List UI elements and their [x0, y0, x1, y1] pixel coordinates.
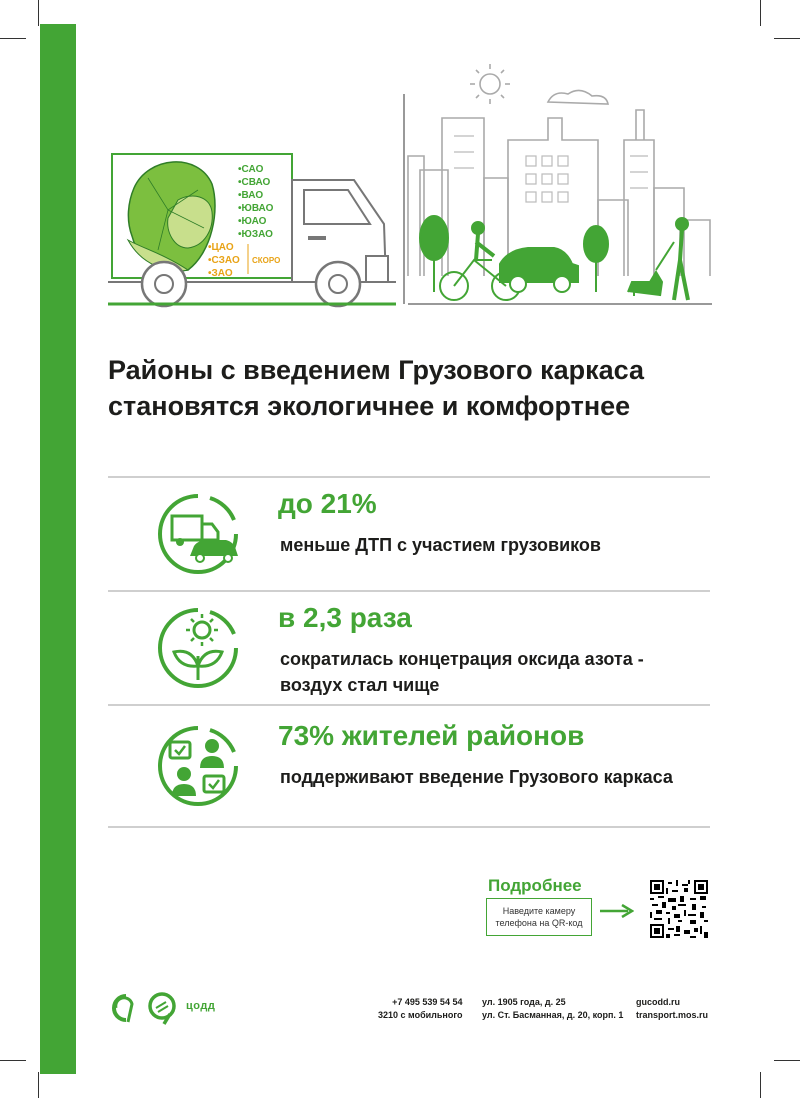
district-label: •ЮЗАО: [238, 229, 273, 240]
page-headline: [108, 352, 708, 424]
stat-value: 73% жителей районов: [278, 720, 585, 751]
stat-residents: [108, 718, 710, 830]
sites-block: [636, 996, 708, 1022]
qr-hint-text: Наведите камеру телефона на QR-код: [495, 906, 583, 928]
mobile-number: 3210 с мобильного: [378, 1010, 463, 1020]
trees-people-car: [420, 216, 688, 300]
stat-value: в 2,3 раза: [278, 602, 412, 633]
qr-code[interactable]: [650, 880, 708, 938]
district-label: •ЮАО: [238, 216, 267, 227]
stat-air-quality: [108, 600, 710, 712]
district-label: •ВАО: [238, 190, 264, 201]
divider: [108, 590, 710, 592]
logo-text: цодд: [186, 1000, 216, 1012]
soon-label: СКОРО: [252, 256, 281, 265]
crop-mark: [0, 1060, 26, 1061]
hero-illustration: [108, 60, 712, 308]
stat-value: до 21%: [278, 488, 377, 519]
site-link-2[interactable]: transport.mos.ru: [636, 1010, 709, 1020]
stat-accidents: [108, 486, 710, 598]
qr-hint-box: [486, 898, 592, 936]
stat-description: меньше ДТП с участием грузовиков: [280, 535, 601, 555]
crop-mark: [760, 0, 761, 26]
district-label-soon: •ЦАО: [208, 242, 234, 253]
arrow-right-icon: [600, 904, 634, 918]
city-illustration: [408, 64, 710, 276]
crop-mark: [760, 1072, 761, 1098]
district-label: •СВАО: [238, 177, 271, 188]
address-line-2: ул. Ст. Басманная, д. 20, корп. 1: [482, 1010, 624, 1020]
truck-illustration: [108, 154, 396, 306]
crop-mark: [38, 0, 39, 26]
address-block: [482, 996, 623, 1022]
plant-sun-icon: [150, 600, 246, 696]
address-line-1: ул. 1905 года, д. 25: [482, 997, 566, 1007]
crop-mark: [774, 38, 800, 39]
crop-mark: [774, 1060, 800, 1061]
headline-line-2: становятся экологичнее и комфортнее: [108, 391, 631, 421]
crop-mark: [0, 38, 26, 39]
district-label: •ЮВАО: [238, 203, 274, 214]
district-label-soon: •СЗАО: [208, 255, 240, 266]
codd-logo: [108, 990, 180, 1026]
stat-description: поддерживают введение Грузового каркаса: [280, 767, 673, 787]
people-approval-icon: [150, 718, 246, 814]
green-side-bar: [40, 24, 76, 1074]
headline-line-1: Районы с введением Грузового каркаса: [108, 355, 645, 385]
divider: [108, 704, 710, 706]
truck-car-icon: [150, 486, 246, 582]
divider: [108, 826, 710, 828]
site-link-1[interactable]: gucodd.ru: [636, 997, 680, 1007]
phone-block: [378, 996, 462, 1022]
district-label-soon: •ЗАО: [208, 268, 233, 279]
crop-mark: [38, 1072, 39, 1098]
stat-description: сократилась концетрация оксида азота - воздух стал чище: [280, 649, 644, 695]
more-info-title: Подробнее: [488, 876, 582, 895]
district-label: •САО: [238, 164, 264, 175]
divider: [108, 476, 710, 478]
phone-number[interactable]: +7 495 539 54 54: [392, 997, 463, 1007]
